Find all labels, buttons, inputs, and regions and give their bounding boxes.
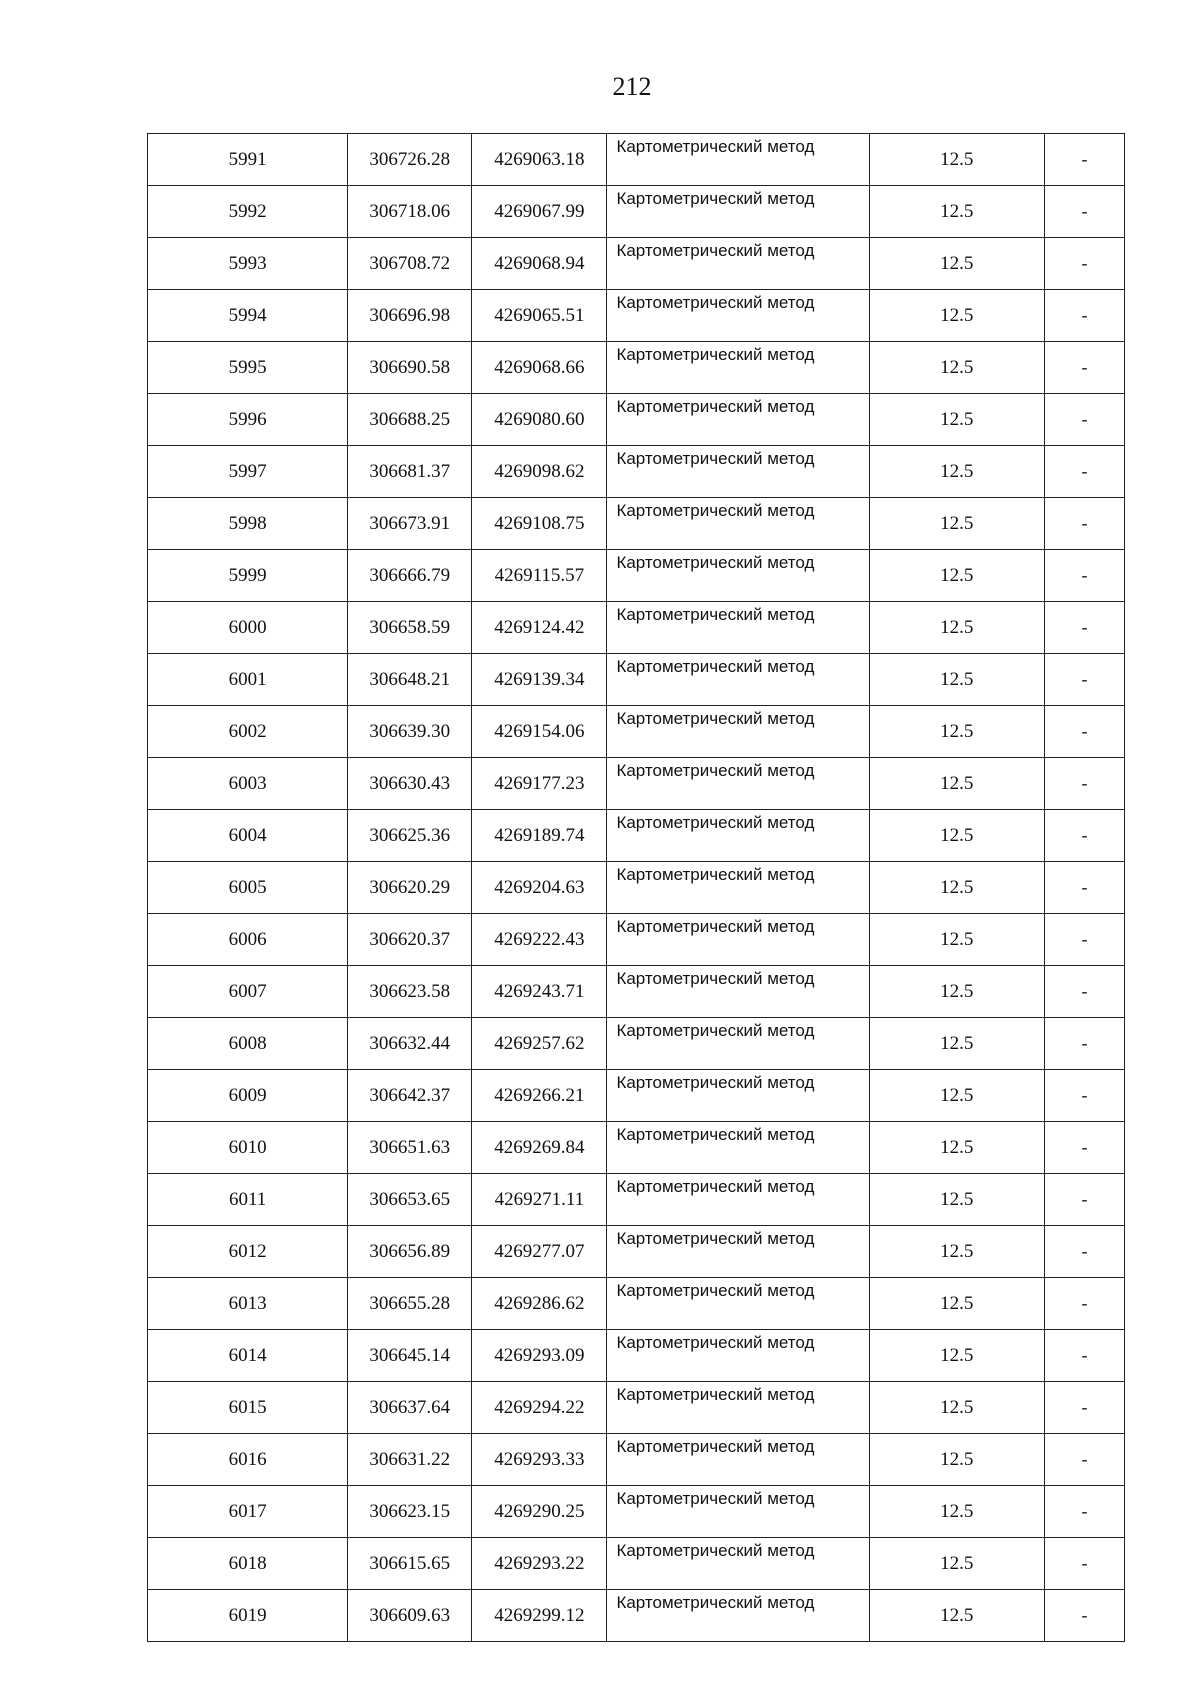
method-cell: Картометрический метод [607, 862, 869, 914]
y-coordinate-cell: 4269269.84 [472, 1122, 607, 1174]
y-coordinate-cell: 4269299.12 [472, 1590, 607, 1642]
accuracy-cell: 12.5 [869, 238, 1044, 290]
x-coordinate-cell: 306656.89 [348, 1226, 472, 1278]
point-number-cell: 6005 [148, 862, 348, 914]
table-row [148, 758, 1125, 810]
note-cell: - [1044, 654, 1124, 706]
y-coordinate-cell: 4269257.62 [472, 1018, 607, 1070]
note-cell: - [1044, 862, 1124, 914]
x-coordinate-cell: 306620.29 [348, 862, 472, 914]
note-cell: - [1044, 1278, 1124, 1330]
y-coordinate-cell: 4269124.42 [472, 602, 607, 654]
accuracy-cell: 12.5 [869, 290, 1044, 342]
x-coordinate-cell: 306690.58 [348, 342, 472, 394]
note-cell: - [1044, 550, 1124, 602]
accuracy-cell: 12.5 [869, 1278, 1044, 1330]
table-row [148, 862, 1125, 914]
table-row [148, 1330, 1125, 1382]
x-coordinate-cell: 306726.28 [348, 134, 472, 186]
accuracy-cell: 12.5 [869, 1122, 1044, 1174]
x-coordinate-cell: 306642.37 [348, 1070, 472, 1122]
y-coordinate-cell: 4269204.63 [472, 862, 607, 914]
x-coordinate-cell: 306632.44 [348, 1018, 472, 1070]
x-coordinate-cell: 306648.21 [348, 654, 472, 706]
method-cell: Картометрический метод [607, 446, 869, 498]
method-cell: Картометрический метод [607, 706, 869, 758]
point-number-cell: 6013 [148, 1278, 348, 1330]
x-coordinate-cell: 306631.22 [348, 1434, 472, 1486]
y-coordinate-cell: 4269293.09 [472, 1330, 607, 1382]
point-number-cell: 6003 [148, 758, 348, 810]
accuracy-cell: 12.5 [869, 550, 1044, 602]
x-coordinate-cell: 306623.58 [348, 966, 472, 1018]
method-cell: Картометрический метод [607, 1070, 869, 1122]
method-cell: Картометрический метод [607, 966, 869, 1018]
table-row [148, 1226, 1125, 1278]
y-coordinate-cell: 4269115.57 [472, 550, 607, 602]
x-coordinate-cell: 306645.14 [348, 1330, 472, 1382]
method-cell: Картометрический метод [607, 1382, 869, 1434]
y-coordinate-cell: 4269266.21 [472, 1070, 607, 1122]
x-coordinate-cell: 306688.25 [348, 394, 472, 446]
method-cell: Картометрический метод [607, 602, 869, 654]
method-cell: Картометрический метод [607, 1278, 869, 1330]
accuracy-cell: 12.5 [869, 498, 1044, 550]
point-number-cell: 6006 [148, 914, 348, 966]
point-number-cell: 6008 [148, 1018, 348, 1070]
table-row [148, 810, 1125, 862]
table-row [148, 1122, 1125, 1174]
x-coordinate-cell: 306673.91 [348, 498, 472, 550]
accuracy-cell: 12.5 [869, 1226, 1044, 1278]
accuracy-cell: 12.5 [869, 446, 1044, 498]
accuracy-cell: 12.5 [869, 1330, 1044, 1382]
point-number-cell: 6001 [148, 654, 348, 706]
note-cell: - [1044, 498, 1124, 550]
accuracy-cell: 12.5 [869, 342, 1044, 394]
method-cell: Картометрический метод [607, 1486, 869, 1538]
y-coordinate-cell: 4269063.18 [472, 134, 607, 186]
y-coordinate-cell: 4269068.66 [472, 342, 607, 394]
note-cell: - [1044, 1434, 1124, 1486]
point-number-cell: 6018 [148, 1538, 348, 1590]
accuracy-cell: 12.5 [869, 862, 1044, 914]
point-number-cell: 5993 [148, 238, 348, 290]
method-cell: Картометрический метод [607, 238, 869, 290]
y-coordinate-cell: 4269067.99 [472, 186, 607, 238]
point-number-cell: 5992 [148, 186, 348, 238]
accuracy-cell: 12.5 [869, 1486, 1044, 1538]
accuracy-cell: 12.5 [869, 1590, 1044, 1642]
method-cell: Картометрический метод [607, 290, 869, 342]
note-cell: - [1044, 758, 1124, 810]
table-row [148, 290, 1125, 342]
accuracy-cell: 12.5 [869, 134, 1044, 186]
point-number-cell: 6010 [148, 1122, 348, 1174]
note-cell: - [1044, 186, 1124, 238]
x-coordinate-cell: 306718.06 [348, 186, 472, 238]
point-number-cell: 6016 [148, 1434, 348, 1486]
table-row [148, 498, 1125, 550]
method-cell: Картометрический метод [607, 1538, 869, 1590]
note-cell: - [1044, 810, 1124, 862]
accuracy-cell: 12.5 [869, 914, 1044, 966]
accuracy-cell: 12.5 [869, 1434, 1044, 1486]
table-row [148, 134, 1125, 186]
method-cell: Картометрический метод [607, 186, 869, 238]
x-coordinate-cell: 306651.63 [348, 1122, 472, 1174]
method-cell: Картометрический метод [607, 1174, 869, 1226]
method-cell: Картометрический метод [607, 654, 869, 706]
point-number-cell: 5994 [148, 290, 348, 342]
point-number-cell: 6002 [148, 706, 348, 758]
y-coordinate-cell: 4269108.75 [472, 498, 607, 550]
method-cell: Картометрический метод [607, 914, 869, 966]
y-coordinate-cell: 4269243.71 [472, 966, 607, 1018]
point-number-cell: 6011 [148, 1174, 348, 1226]
coordinates-table-body [148, 134, 1125, 1642]
x-coordinate-cell: 306615.65 [348, 1538, 472, 1590]
method-cell: Картометрический метод [607, 1330, 869, 1382]
table-row [148, 238, 1125, 290]
note-cell: - [1044, 602, 1124, 654]
table-row [148, 1278, 1125, 1330]
accuracy-cell: 12.5 [869, 966, 1044, 1018]
table-row [148, 1070, 1125, 1122]
point-number-cell: 5996 [148, 394, 348, 446]
y-coordinate-cell: 4269154.06 [472, 706, 607, 758]
note-cell: - [1044, 290, 1124, 342]
table-row [148, 966, 1125, 1018]
method-cell: Картометрический метод [607, 758, 869, 810]
x-coordinate-cell: 306655.28 [348, 1278, 472, 1330]
y-coordinate-cell: 4269080.60 [472, 394, 607, 446]
point-number-cell: 5995 [148, 342, 348, 394]
x-coordinate-cell: 306630.43 [348, 758, 472, 810]
accuracy-cell: 12.5 [869, 1382, 1044, 1434]
accuracy-cell: 12.5 [869, 602, 1044, 654]
method-cell: Картометрический метод [607, 394, 869, 446]
point-number-cell: 6014 [148, 1330, 348, 1382]
y-coordinate-cell: 4269189.74 [472, 810, 607, 862]
note-cell: - [1044, 966, 1124, 1018]
accuracy-cell: 12.5 [869, 706, 1044, 758]
point-number-cell: 5998 [148, 498, 348, 550]
coordinates-table [147, 133, 1125, 1642]
note-cell: - [1044, 1226, 1124, 1278]
x-coordinate-cell: 306637.64 [348, 1382, 472, 1434]
point-number-cell: 6017 [148, 1486, 348, 1538]
table-row [148, 914, 1125, 966]
x-coordinate-cell: 306625.36 [348, 810, 472, 862]
point-number-cell: 5997 [148, 446, 348, 498]
accuracy-cell: 12.5 [869, 810, 1044, 862]
accuracy-cell: 12.5 [869, 654, 1044, 706]
note-cell: - [1044, 1070, 1124, 1122]
point-number-cell: 6004 [148, 810, 348, 862]
y-coordinate-cell: 4269271.11 [472, 1174, 607, 1226]
x-coordinate-cell: 306639.30 [348, 706, 472, 758]
x-coordinate-cell: 306609.63 [348, 1590, 472, 1642]
y-coordinate-cell: 4269098.62 [472, 446, 607, 498]
x-coordinate-cell: 306658.59 [348, 602, 472, 654]
table-row [148, 550, 1125, 602]
method-cell: Картометрический метод [607, 810, 869, 862]
method-cell: Картометрический метод [607, 134, 869, 186]
y-coordinate-cell: 4269277.07 [472, 1226, 607, 1278]
accuracy-cell: 12.5 [869, 758, 1044, 810]
method-cell: Картометрический метод [607, 498, 869, 550]
note-cell: - [1044, 1382, 1124, 1434]
method-cell: Картометрический метод [607, 1434, 869, 1486]
table-row [148, 1382, 1125, 1434]
point-number-cell: 6007 [148, 966, 348, 1018]
note-cell: - [1044, 1538, 1124, 1590]
accuracy-cell: 12.5 [869, 1174, 1044, 1226]
page-number: 212 [612, 72, 652, 101]
table-row [148, 342, 1125, 394]
accuracy-cell: 12.5 [869, 1070, 1044, 1122]
x-coordinate-cell: 306666.79 [348, 550, 472, 602]
x-coordinate-cell: 306708.72 [348, 238, 472, 290]
table-row [148, 706, 1125, 758]
note-cell: - [1044, 914, 1124, 966]
y-coordinate-cell: 4269294.22 [472, 1382, 607, 1434]
point-number-cell: 6000 [148, 602, 348, 654]
method-cell: Картометрический метод [607, 1122, 869, 1174]
y-coordinate-cell: 4269177.23 [472, 758, 607, 810]
note-cell: - [1044, 1590, 1124, 1642]
table-row [148, 602, 1125, 654]
point-number-cell: 6012 [148, 1226, 348, 1278]
table-row [148, 1018, 1125, 1070]
point-number-cell: 6019 [148, 1590, 348, 1642]
y-coordinate-cell: 4269222.43 [472, 914, 607, 966]
note-cell: - [1044, 1122, 1124, 1174]
note-cell: - [1044, 1174, 1124, 1226]
accuracy-cell: 12.5 [869, 394, 1044, 446]
table-row [148, 1434, 1125, 1486]
table-row [148, 1538, 1125, 1590]
x-coordinate-cell: 306696.98 [348, 290, 472, 342]
accuracy-cell: 12.5 [869, 186, 1044, 238]
table-row [148, 186, 1125, 238]
table-row [148, 446, 1125, 498]
table-row [148, 1590, 1125, 1642]
method-cell: Картометрический метод [607, 550, 869, 602]
note-cell: - [1044, 706, 1124, 758]
y-coordinate-cell: 4269068.94 [472, 238, 607, 290]
method-cell: Картометрический метод [607, 1590, 869, 1642]
method-cell: Картометрический метод [607, 342, 869, 394]
point-number-cell: 6009 [148, 1070, 348, 1122]
note-cell: - [1044, 446, 1124, 498]
note-cell: - [1044, 1330, 1124, 1382]
y-coordinate-cell: 4269065.51 [472, 290, 607, 342]
y-coordinate-cell: 4269293.33 [472, 1434, 607, 1486]
x-coordinate-cell: 306623.15 [348, 1486, 472, 1538]
table-row [148, 1174, 1125, 1226]
note-cell: - [1044, 134, 1124, 186]
method-cell: Картометрический метод [607, 1018, 869, 1070]
y-coordinate-cell: 4269290.25 [472, 1486, 607, 1538]
note-cell: - [1044, 238, 1124, 290]
note-cell: - [1044, 1018, 1124, 1070]
table-row [148, 1486, 1125, 1538]
method-cell: Картометрический метод [607, 1226, 869, 1278]
y-coordinate-cell: 4269293.22 [472, 1538, 607, 1590]
point-number-cell: 6015 [148, 1382, 348, 1434]
table-row [148, 394, 1125, 446]
y-coordinate-cell: 4269286.62 [472, 1278, 607, 1330]
note-cell: - [1044, 342, 1124, 394]
note-cell: - [1044, 1486, 1124, 1538]
x-coordinate-cell: 306620.37 [348, 914, 472, 966]
point-number-cell: 5991 [148, 134, 348, 186]
accuracy-cell: 12.5 [869, 1538, 1044, 1590]
x-coordinate-cell: 306681.37 [348, 446, 472, 498]
note-cell: - [1044, 394, 1124, 446]
accuracy-cell: 12.5 [869, 1018, 1044, 1070]
table-row [148, 654, 1125, 706]
y-coordinate-cell: 4269139.34 [472, 654, 607, 706]
point-number-cell: 5999 [148, 550, 348, 602]
x-coordinate-cell: 306653.65 [348, 1174, 472, 1226]
